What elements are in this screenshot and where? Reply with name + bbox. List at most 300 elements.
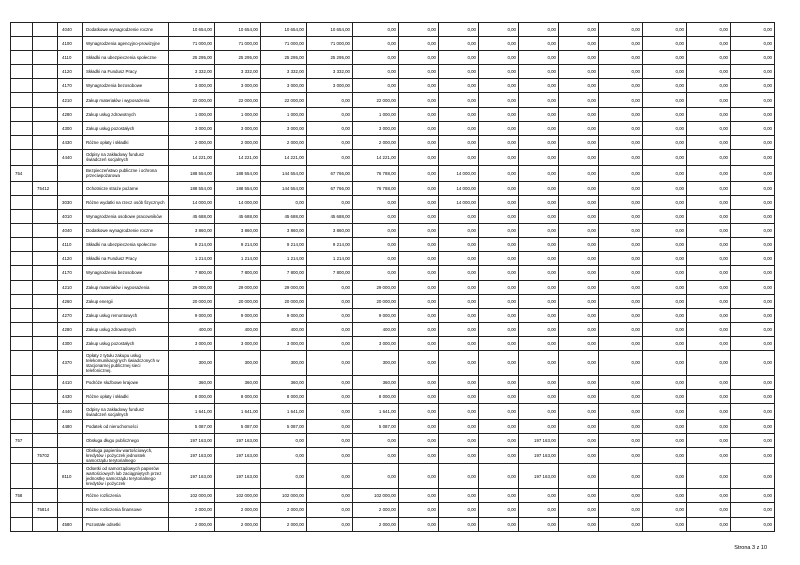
- value-cell: 0,00: [399, 210, 439, 224]
- value-cell: 45 688,00: [215, 210, 261, 224]
- value-cell: 0,00: [399, 350, 439, 375]
- rozdzial-cell: [33, 238, 58, 252]
- value-cell: 0,00: [643, 165, 687, 181]
- value-cell: 0,00: [261, 434, 307, 448]
- value-cell: 0,00: [439, 503, 479, 517]
- value-cell: 0,00: [599, 181, 643, 195]
- value-cell: 29 000,00: [353, 280, 399, 294]
- paragraf-cell: 4480: [58, 420, 83, 434]
- value-cell: 14 000,00: [439, 181, 479, 195]
- dzial-cell: [11, 375, 33, 389]
- value-cell: 0,00: [399, 322, 439, 336]
- value-cell: 10 654,00: [261, 23, 307, 37]
- value-cell: 0,00: [439, 224, 479, 238]
- value-cell: 0,00: [559, 93, 599, 107]
- value-cell: 0,00: [479, 65, 519, 79]
- rozdzial-cell: [33, 404, 58, 420]
- value-cell: 2 000,00: [261, 517, 307, 531]
- value-cell: 0,00: [687, 93, 731, 107]
- value-cell: 0,00: [559, 266, 599, 280]
- value-cell: 0,00: [599, 404, 643, 420]
- paragraf-cell: 4170: [58, 266, 83, 280]
- value-cell: 5 087,00: [215, 420, 261, 434]
- value-cell: 0,00: [519, 238, 559, 252]
- value-cell: 0,00: [479, 280, 519, 294]
- value-cell: 360,00: [261, 375, 307, 389]
- value-cell: 0,00: [399, 336, 439, 350]
- dzial-cell: [11, 121, 33, 135]
- paragraf-cell: 4270: [58, 308, 83, 322]
- paragraf-cell: 4440: [58, 149, 83, 165]
- value-cell: 5 087,00: [353, 420, 399, 434]
- value-cell: 0,00: [731, 448, 775, 464]
- paragraf-cell: 4210: [58, 93, 83, 107]
- value-cell: 144 554,00: [261, 165, 307, 181]
- table-row: [11, 121, 775, 135]
- value-cell: 0,00: [731, 238, 775, 252]
- value-cell: 0,00: [643, 350, 687, 375]
- value-cell: 0,00: [687, 420, 731, 434]
- name-cell: Podatek od nieruchomości: [83, 420, 169, 434]
- value-cell: 0,00: [439, 93, 479, 107]
- value-cell: 22 000,00: [169, 93, 215, 107]
- value-cell: 0,00: [307, 503, 353, 517]
- value-cell: 0,00: [439, 252, 479, 266]
- value-cell: 0,00: [731, 165, 775, 181]
- rozdzial-cell: [33, 434, 58, 448]
- value-cell: 197 163,00: [169, 434, 215, 448]
- value-cell: 0,00: [519, 489, 559, 503]
- value-cell: 0,00: [559, 375, 599, 389]
- rozdzial-cell: [33, 121, 58, 135]
- value-cell: 0,00: [261, 448, 307, 464]
- value-cell: 400,00: [261, 322, 307, 336]
- value-cell: 0,00: [399, 37, 439, 51]
- table-row: [11, 294, 775, 308]
- value-cell: 0,00: [399, 79, 439, 93]
- value-cell: 0,00: [687, 294, 731, 308]
- value-cell: 20 000,00: [169, 294, 215, 308]
- value-cell: 0,00: [479, 121, 519, 135]
- name-cell: Bezpieczeństwo publiczne i ochrona przeciwpożarowa: [83, 165, 169, 181]
- dzial-cell: [11, 181, 33, 195]
- value-cell: 3 000,00: [215, 79, 261, 93]
- value-cell: 0,00: [559, 322, 599, 336]
- value-cell: 0,00: [643, 121, 687, 135]
- value-cell: 45 688,00: [261, 210, 307, 224]
- value-cell: 0,00: [599, 336, 643, 350]
- table-row: [11, 390, 775, 404]
- value-cell: 0,00: [559, 280, 599, 294]
- value-cell: 25 295,00: [215, 51, 261, 65]
- value-cell: 0,00: [307, 434, 353, 448]
- value-cell: 0,00: [599, 489, 643, 503]
- value-cell: 0,00: [643, 224, 687, 238]
- value-cell: 0,00: [353, 224, 399, 238]
- value-cell: 0,00: [261, 464, 307, 489]
- dzial-cell: [11, 448, 33, 464]
- name-cell: Zakup usług zdrowotnych: [83, 107, 169, 121]
- value-cell: 0,00: [519, 149, 559, 165]
- value-cell: 102 000,00: [215, 489, 261, 503]
- value-cell: 0,00: [599, 149, 643, 165]
- dzial-cell: 757: [11, 434, 33, 448]
- value-cell: 0,00: [439, 107, 479, 121]
- paragraf-cell: 4040: [58, 23, 83, 37]
- paragraf-cell: 4110: [58, 51, 83, 65]
- value-cell: 0,00: [599, 252, 643, 266]
- value-cell: 0,00: [519, 336, 559, 350]
- rozdzial-cell: [33, 165, 58, 181]
- paragraf-cell: 4430: [58, 135, 83, 149]
- value-cell: 2 000,00: [353, 517, 399, 531]
- value-cell: 0,00: [439, 390, 479, 404]
- value-cell: 0,00: [519, 93, 559, 107]
- value-cell: 0,00: [307, 390, 353, 404]
- value-cell: 0,00: [643, 51, 687, 65]
- value-cell: 0,00: [599, 266, 643, 280]
- paragraf-cell: 4280: [58, 322, 83, 336]
- value-cell: 0,00: [731, 149, 775, 165]
- value-cell: 0,00: [559, 464, 599, 489]
- value-cell: 0,00: [731, 195, 775, 209]
- value-cell: 0,00: [307, 336, 353, 350]
- value-cell: 0,00: [731, 252, 775, 266]
- value-cell: 71 000,00: [215, 37, 261, 51]
- value-cell: 0,00: [439, 280, 479, 294]
- value-cell: 0,00: [643, 434, 687, 448]
- value-cell: 0,00: [599, 322, 643, 336]
- dzial-cell: [11, 266, 33, 280]
- value-cell: 71 000,00: [169, 37, 215, 51]
- value-cell: 0,00: [643, 37, 687, 51]
- value-cell: 0,00: [519, 121, 559, 135]
- value-cell: 0,00: [687, 107, 731, 121]
- value-cell: 0,00: [479, 224, 519, 238]
- value-cell: 1 214,00: [307, 252, 353, 266]
- value-cell: 0,00: [399, 404, 439, 420]
- value-cell: 1 000,00: [215, 107, 261, 121]
- value-cell: 0,00: [687, 322, 731, 336]
- value-cell: 0,00: [519, 350, 559, 375]
- value-cell: 0,00: [559, 252, 599, 266]
- value-cell: 1 641,00: [261, 404, 307, 420]
- value-cell: 197 163,00: [215, 448, 261, 464]
- value-cell: 25 295,00: [307, 51, 353, 65]
- value-cell: 9 000,00: [169, 308, 215, 322]
- value-cell: 360,00: [169, 375, 215, 389]
- value-cell: 0,00: [439, 375, 479, 389]
- dzial-cell: [11, 51, 33, 65]
- value-cell: 0,00: [731, 489, 775, 503]
- value-cell: 0,00: [479, 107, 519, 121]
- value-cell: 0,00: [559, 165, 599, 181]
- name-cell: Składki na Fundusz Pracy: [83, 65, 169, 79]
- value-cell: 3 000,00: [353, 336, 399, 350]
- dzial-cell: [11, 79, 33, 93]
- value-cell: 14 000,00: [439, 195, 479, 209]
- value-cell: 14 221,00: [169, 149, 215, 165]
- value-cell: 0,00: [731, 517, 775, 531]
- value-cell: 0,00: [731, 107, 775, 121]
- rozdzial-cell: 75814: [33, 503, 58, 517]
- dzial-cell: [11, 135, 33, 149]
- value-cell: 0,00: [643, 252, 687, 266]
- table-row: [11, 517, 775, 531]
- value-cell: 0,00: [307, 322, 353, 336]
- value-cell: 0,00: [599, 51, 643, 65]
- rozdzial-cell: [33, 149, 58, 165]
- table-row: [11, 448, 775, 464]
- value-cell: 9 000,00: [215, 308, 261, 322]
- value-cell: 0,00: [307, 308, 353, 322]
- value-cell: 102 000,00: [353, 489, 399, 503]
- value-cell: 0,00: [307, 420, 353, 434]
- name-cell: Zakup usług pozostałych: [83, 121, 169, 135]
- value-cell: 20 000,00: [353, 294, 399, 308]
- value-cell: 7 800,00: [215, 266, 261, 280]
- value-cell: 0,00: [643, 336, 687, 350]
- value-cell: 0,00: [479, 149, 519, 165]
- value-cell: 0,00: [559, 390, 599, 404]
- dzial-cell: [11, 308, 33, 322]
- value-cell: 22 000,00: [261, 93, 307, 107]
- dzial-cell: [11, 294, 33, 308]
- value-cell: 3 860,00: [261, 224, 307, 238]
- value-cell: 0,00: [439, 517, 479, 531]
- value-cell: 0,00: [519, 224, 559, 238]
- value-cell: 0,00: [479, 51, 519, 65]
- name-cell: Wynagrodzenia bezosobowe: [83, 79, 169, 93]
- paragraf-cell: 4120: [58, 252, 83, 266]
- table-row: [11, 181, 775, 195]
- value-cell: 0,00: [731, 280, 775, 294]
- value-cell: 8 000,00: [215, 390, 261, 404]
- dzial-cell: 754: [11, 165, 33, 181]
- value-cell: 400,00: [215, 322, 261, 336]
- name-cell: Zakup usług remontowych: [83, 308, 169, 322]
- paragraf-cell: 4440: [58, 404, 83, 420]
- value-cell: 0,00: [353, 79, 399, 93]
- name-cell: Odpisy na zakładowy fundusz świadczeń socjalnych: [83, 404, 169, 420]
- value-cell: 0,00: [687, 266, 731, 280]
- value-cell: 10 654,00: [307, 23, 353, 37]
- value-cell: 9 214,00: [215, 238, 261, 252]
- value-cell: 0,00: [307, 448, 353, 464]
- paragraf-cell: 4010: [58, 210, 83, 224]
- paragraf-cell: 4370: [58, 350, 83, 375]
- value-cell: 360,00: [353, 375, 399, 389]
- value-cell: 0,00: [439, 322, 479, 336]
- value-cell: 14 221,00: [215, 149, 261, 165]
- value-cell: 0,00: [687, 37, 731, 51]
- value-cell: 0,00: [731, 404, 775, 420]
- paragraf-cell: 4410: [58, 375, 83, 389]
- value-cell: 0,00: [439, 434, 479, 448]
- value-cell: 0,00: [439, 336, 479, 350]
- paragraf-cell: 4210: [58, 280, 83, 294]
- value-cell: 0,00: [559, 336, 599, 350]
- table-body: [11, 23, 775, 532]
- rozdzial-cell: [33, 464, 58, 489]
- value-cell: 0,00: [559, 195, 599, 209]
- value-cell: 3 000,00: [261, 79, 307, 93]
- value-cell: 0,00: [399, 238, 439, 252]
- paragraf-cell: 4300: [58, 121, 83, 135]
- value-cell: 197 163,00: [519, 448, 559, 464]
- rozdzial-cell: [33, 489, 58, 503]
- paragraf-cell: 8110: [58, 464, 83, 489]
- value-cell: 0,00: [731, 350, 775, 375]
- value-cell: 0,00: [643, 65, 687, 79]
- value-cell: 0,00: [599, 434, 643, 448]
- value-cell: 0,00: [643, 23, 687, 37]
- value-cell: 0,00: [399, 93, 439, 107]
- name-cell: Wynagrodzenia bezosobowe: [83, 266, 169, 280]
- rozdzial-cell: [33, 210, 58, 224]
- rozdzial-cell: [33, 65, 58, 79]
- value-cell: 0,00: [687, 404, 731, 420]
- value-cell: 0,00: [439, 404, 479, 420]
- paragraf-cell: 4300: [58, 336, 83, 350]
- rozdzial-cell: [33, 252, 58, 266]
- value-cell: 0,00: [519, 181, 559, 195]
- name-cell: Zakup usług zdrowotnych: [83, 322, 169, 336]
- value-cell: 0,00: [439, 294, 479, 308]
- value-cell: 5 087,00: [261, 420, 307, 434]
- table-row: [11, 195, 775, 209]
- value-cell: 0,00: [643, 195, 687, 209]
- value-cell: 0,00: [479, 448, 519, 464]
- rozdzial-cell: [33, 107, 58, 121]
- value-cell: 0,00: [399, 390, 439, 404]
- value-cell: 188 554,00: [169, 165, 215, 181]
- rozdzial-cell: [33, 375, 58, 389]
- value-cell: 0,00: [479, 165, 519, 181]
- value-cell: 0,00: [479, 37, 519, 51]
- value-cell: 3 860,00: [169, 224, 215, 238]
- value-cell: 0,00: [307, 149, 353, 165]
- value-cell: 0,00: [439, 238, 479, 252]
- value-cell: 3 860,00: [307, 224, 353, 238]
- value-cell: 0,00: [687, 135, 731, 149]
- value-cell: 0,00: [559, 51, 599, 65]
- value-cell: 0,00: [643, 181, 687, 195]
- value-cell: 2 000,00: [261, 135, 307, 149]
- name-cell: Zakup materiałów i wyposażenia: [83, 93, 169, 107]
- name-cell: Podróże służbowe krajowe: [83, 375, 169, 389]
- value-cell: 0,00: [687, 280, 731, 294]
- value-cell: 1 214,00: [169, 252, 215, 266]
- value-cell: 0,00: [559, 210, 599, 224]
- rozdzial-cell: [33, 308, 58, 322]
- rozdzial-cell: [33, 280, 58, 294]
- dzial-cell: [11, 210, 33, 224]
- value-cell: 14 000,00: [215, 195, 261, 209]
- value-cell: 0,00: [731, 390, 775, 404]
- value-cell: 0,00: [519, 65, 559, 79]
- value-cell: 0,00: [643, 489, 687, 503]
- value-cell: 0,00: [479, 252, 519, 266]
- table-row: [11, 266, 775, 280]
- value-cell: 3 000,00: [215, 121, 261, 135]
- rozdzial-cell: [33, 350, 58, 375]
- value-cell: 0,00: [353, 210, 399, 224]
- value-cell: 197 163,00: [169, 448, 215, 464]
- paragraf-cell: [58, 434, 83, 448]
- value-cell: 2 000,00: [169, 517, 215, 531]
- table-row: [11, 420, 775, 434]
- paragraf-cell: [58, 503, 83, 517]
- value-cell: 0,00: [687, 65, 731, 79]
- value-cell: 5 087,00: [169, 420, 215, 434]
- value-cell: 0,00: [519, 308, 559, 322]
- value-cell: 0,00: [687, 210, 731, 224]
- value-cell: 0,00: [479, 93, 519, 107]
- value-cell: 8 000,00: [353, 390, 399, 404]
- rozdzial-cell: [33, 93, 58, 107]
- value-cell: 0,00: [479, 464, 519, 489]
- name-cell: Opłaty z tytułu zakupu usług telekomunikacyjnych świadczonych w stacjonarnej publicznej sieci telefonicznej.: [83, 350, 169, 375]
- value-cell: 188 554,00: [215, 165, 261, 181]
- value-cell: 0,00: [559, 37, 599, 51]
- value-cell: 0,00: [307, 121, 353, 135]
- value-cell: 400,00: [169, 322, 215, 336]
- value-cell: 0,00: [731, 79, 775, 93]
- table-row: [11, 489, 775, 503]
- value-cell: 0,00: [479, 503, 519, 517]
- table-row: [11, 404, 775, 420]
- value-cell: 76 788,00: [353, 165, 399, 181]
- value-cell: 25 295,00: [169, 51, 215, 65]
- value-cell: 0,00: [687, 51, 731, 65]
- value-cell: 25 295,00: [261, 51, 307, 65]
- dzial-cell: [11, 238, 33, 252]
- value-cell: 0,00: [439, 65, 479, 79]
- dzial-cell: [11, 93, 33, 107]
- value-cell: 0,00: [399, 489, 439, 503]
- value-cell: 0,00: [353, 464, 399, 489]
- value-cell: 3 000,00: [169, 336, 215, 350]
- value-cell: 0,00: [731, 464, 775, 489]
- value-cell: 0,00: [559, 79, 599, 93]
- paragraf-cell: [58, 489, 83, 503]
- value-cell: 0,00: [559, 448, 599, 464]
- table-row: [11, 375, 775, 389]
- name-cell: Wynagrodzenia agencyjno-prowizyjne: [83, 37, 169, 51]
- value-cell: 2 000,00: [215, 135, 261, 149]
- table-row: [11, 350, 775, 375]
- table-row: [11, 336, 775, 350]
- value-cell: 0,00: [399, 464, 439, 489]
- value-cell: 0,00: [643, 93, 687, 107]
- value-cell: 0,00: [439, 448, 479, 464]
- value-cell: 0,00: [643, 375, 687, 389]
- value-cell: 0,00: [731, 434, 775, 448]
- value-cell: 0,00: [731, 65, 775, 79]
- value-cell: 0,00: [353, 266, 399, 280]
- table-row: [11, 79, 775, 93]
- table-row: [11, 23, 775, 37]
- value-cell: 0,00: [599, 107, 643, 121]
- value-cell: 0,00: [559, 294, 599, 308]
- value-cell: 0,00: [643, 420, 687, 434]
- value-cell: 0,00: [599, 121, 643, 135]
- paragraf-cell: [58, 448, 83, 464]
- value-cell: 45 688,00: [169, 210, 215, 224]
- value-cell: 0,00: [643, 266, 687, 280]
- value-cell: 0,00: [519, 37, 559, 51]
